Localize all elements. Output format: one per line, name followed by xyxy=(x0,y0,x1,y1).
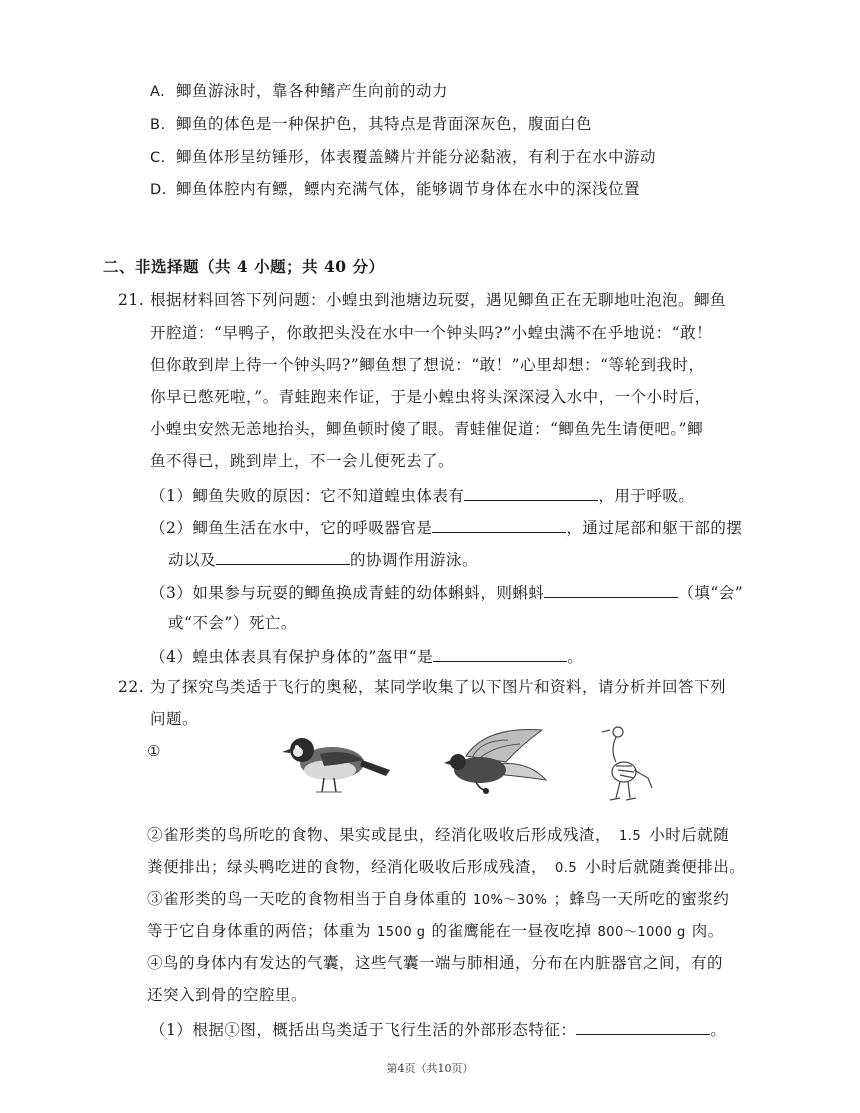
option-label: C. xyxy=(150,150,166,166)
option-text: 鲫鱼体腔内有鳔，鳔内充满气体，能够调节身体在水中的深浅位置 xyxy=(176,180,641,198)
q21-sub3 xyxy=(150,581,743,603)
q21-sub4-tail: 。 xyxy=(567,648,584,666)
q21-line-5: 小蝗虫安然无恙地抬头，鲫鱼顿时傻了眼。青蛙催促道：“鲫鱼先生请便吧。”鲫 xyxy=(150,420,704,438)
q21-text: 根据材料回答下列问题：小蝗虫到池塘边玩耍，遇见鲫鱼正在无聊地吐泡泡。鲫鱼 xyxy=(150,291,727,309)
question-number: 22. xyxy=(118,678,145,696)
q22-line-1 xyxy=(118,677,726,697)
answer-blank[interactable] xyxy=(216,548,350,565)
q21-sub2-cont-tail: 的协调作用游泳。 xyxy=(350,551,479,569)
flying-bird-image xyxy=(444,730,546,794)
q21-sub2-tail: ，通过尾部和躯干部的摆 xyxy=(566,519,743,537)
q21-line-4: 你早已憋死啦，”。青蛙跑来作证，于是小蝗虫将头深深浸入水中，一个小时后， xyxy=(150,388,711,406)
q22-para-3-cont xyxy=(147,921,724,943)
page-footer: 第4页（共10页） xyxy=(386,1062,474,1075)
q22-value: 800～1000 g xyxy=(597,925,686,940)
question-number: 21. xyxy=(118,291,145,309)
q22-para-3-tail: 肉。 xyxy=(691,922,724,940)
q22-para-3 xyxy=(147,889,729,911)
q22-para-2-cont-text: 粪便排出；绿头鸭吃进的食物，经消化吸收后形成残渣， xyxy=(147,858,548,876)
q21-sub3-tail: （填“会” xyxy=(678,584,744,602)
sparrow-image xyxy=(282,738,390,792)
q22-line-2: 问题。 xyxy=(150,710,199,728)
q22-value: 1500 g xyxy=(377,925,426,940)
q21-sub1 xyxy=(150,484,694,506)
option-d xyxy=(150,179,640,200)
q21-sub2-text: （2）鲫鱼生活在水中，它的呼吸器官是 xyxy=(150,519,433,537)
answer-blank[interactable] xyxy=(432,516,566,533)
q22-value: 10%～30% xyxy=(473,893,548,908)
q22-para-4-cont: 还突入到骨的空腔里。 xyxy=(147,986,308,1004)
section-title: 二、非选择题（共 4 小题；共 40 分） xyxy=(103,257,385,276)
q21-sub2 xyxy=(150,516,742,538)
answer-blank[interactable] xyxy=(544,581,678,598)
option-text: 鲫鱼的体色是一种保护色，其特点是背面深灰色，腹面白色 xyxy=(176,115,593,133)
q21-sub3-cont: 或“不会”）死亡。 xyxy=(168,614,297,632)
q22-sub1-text: （1）根据①图，概括出鸟类适于飞行生活的外部形态特征： xyxy=(150,1021,577,1039)
option-b xyxy=(150,114,592,135)
bird-figures xyxy=(280,718,660,810)
answer-blank[interactable] xyxy=(464,484,598,501)
q22-sub1 xyxy=(150,1018,726,1040)
q21-line-3: 但你敢到岸上待一个钟头吗?”鲫鱼想了想说：“敢！”心里却想：“等轮到我时， xyxy=(150,356,705,374)
option-a xyxy=(150,81,448,102)
option-c xyxy=(150,147,656,168)
q21-sub3-text: （3）如果参与玩耍的鲫鱼换成青蛙的幼体蝌蚪，则蝌蚪 xyxy=(150,584,545,602)
q22-para-3-tail: ；蜂鸟一天所吃的蜜浆约 xyxy=(553,890,730,908)
option-label: D. xyxy=(150,182,167,198)
q21-line-2: 开腔道：“早鸭子，你敢把头没在水中一个钟头吗?”小蝗虫满不在乎地说：“敢！ xyxy=(150,324,713,342)
answer-blank[interactable] xyxy=(576,1018,710,1035)
q21-sub4 xyxy=(150,645,583,667)
q22-value: 0.5 xyxy=(555,861,578,876)
q21-sub2-cont xyxy=(168,548,478,570)
q22-para-3-text: ③雀形类的鸟一天吃的食物相当于自身体重的 xyxy=(147,890,468,908)
q21-sub2-cont-text: 动以及 xyxy=(168,551,217,569)
q21-line-1 xyxy=(118,290,726,310)
q21-sub4-text: （4）蝗虫体表具有保护身体的”盔甲“是 xyxy=(150,648,434,666)
q22-para-2-cont-tail: 小时后就随粪便排出。 xyxy=(585,858,746,876)
figure-marker-1: ① xyxy=(147,742,161,760)
option-label: A. xyxy=(150,84,166,100)
option-text: 鲫鱼游泳时，靠各种鳍产生向前的动力 xyxy=(176,82,449,100)
q21-sub1-text: （1）鲫鱼失败的原因：它不知道蝗虫体表有 xyxy=(150,487,465,505)
q22-para-2-tail: 小时后就随 xyxy=(649,826,730,844)
q22-text: 为了探究鸟类适于飞行的奥秘，某同学收集了以下图片和资料，请分析并回答下列 xyxy=(150,678,727,696)
q21-sub1-tail: ，用于呼吸。 xyxy=(598,487,695,505)
q22-sub1-tail: 。 xyxy=(710,1021,727,1039)
q22-para-2-cont xyxy=(147,857,745,879)
q21-line-6: 鱼不得已，跳到岸上，不一会儿便死去了。 xyxy=(150,452,455,470)
q22-para-3-cont-text: 等于它自身体重的两倍；体重为 xyxy=(147,922,372,940)
q22-para-2 xyxy=(147,825,729,847)
q22-value: 1.5 xyxy=(619,829,642,844)
option-text: 鲫鱼体形呈纺锤形，体表覆盖鳞片并能分泌黏液，有利于在水中游动 xyxy=(176,148,657,166)
bird-skeleton-image xyxy=(602,727,652,800)
q22-para-4: ④鸟的身体内有发达的气囊，这些气囊一端与肺相通，分布在内脏器官之间，有的 xyxy=(147,954,724,972)
q22-para-2-text: ②雀形类的鸟所吃的食物、果实或昆虫，经消化吸收后形成残渣， xyxy=(147,826,612,844)
q22-para-3-mid: 的雀鹰能在一昼夜吃掉 xyxy=(431,922,592,940)
answer-blank[interactable] xyxy=(433,645,567,662)
option-label: B. xyxy=(150,117,166,133)
